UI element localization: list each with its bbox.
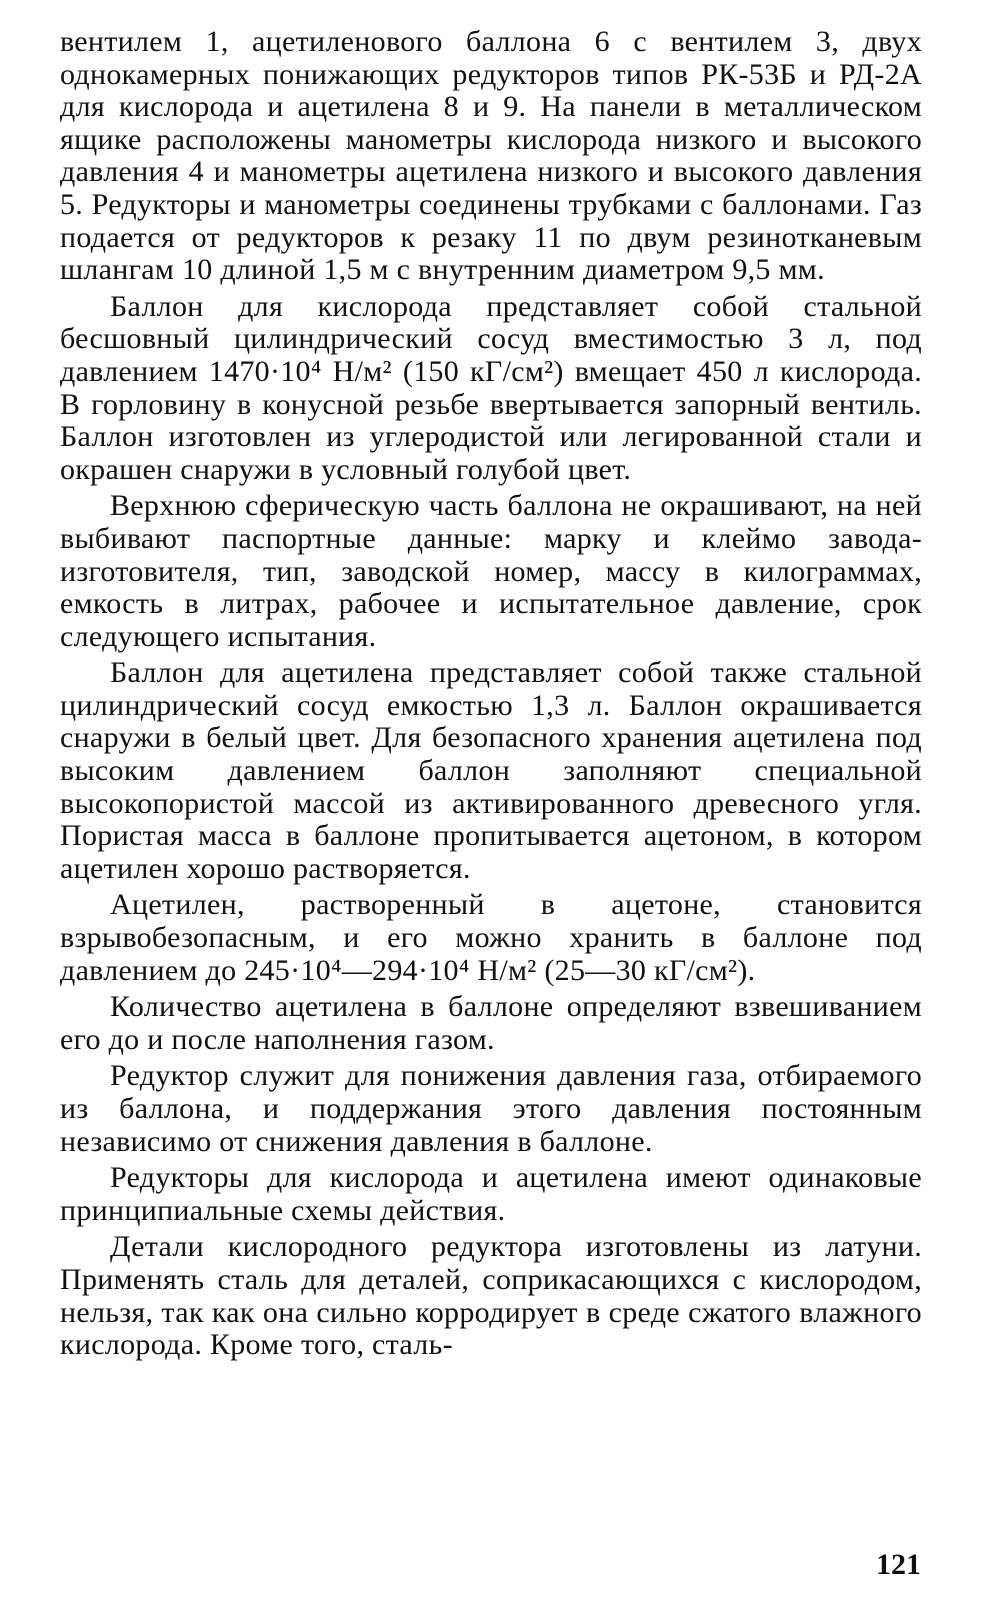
paragraph-acetylene-acetone: Ацетилен, растворенный в ацетоне, становится взрывобезопасным, и его можно хранить в баллоне под давлением до 245·10⁴—294·10⁴ Н/м² (25—30 кГ/см²). [60, 888, 922, 987]
paragraph-acetylene-quantity: Количество ацетилена в баллоне определяют взвешиванием его до и после наполнения газом. [60, 990, 922, 1056]
page-number: 121 [876, 1548, 921, 1581]
paragraph-continuation: вентилем 1, ацетиленового баллона 6 с вентилем 3, двух однокамерных понижающих редукторов типов РК-53Б и РД-2А для кислорода и ацетилена 8 и 9. На панели в металлическом ящике расположены манометры кислорода низкого и высокого давления 4 и манометры ацетилена низкого и высокого давления 5. Редукторы и манометры соединены трубками с баллонами. Газ подается от редукторов к резаку 11 по двум резинотканевым шлангам 10 длиной 1,5 м с внутренним диаметром 9,5 мм. [60, 25, 922, 287]
paragraph-reducer-purpose: Редуктор служит для понижения давления газа, отбираемого из баллона, и поддержания этого давления постоянным независимо от снижения давления в баллоне. [60, 1059, 922, 1158]
paragraph-oxygen-cylinder: Баллон для кислорода представляет собой стальной бесшовный цилиндрический сосуд вместимостью 3 л, под давлением 1470·10⁴ Н/м² (150 кГ/см²) вмещает 450 л кислорода. В горловину в конусной резьбе ввертывается запорный вентиль. Баллон изготовлен из углеродистой или легированной стали и окрашен снаружи в условный голубой цвет. [60, 289, 922, 486]
page-body [60, 26, 922, 1366]
paragraph-cylinder-marking: Верхнюю сферическую часть баллона не окрашивают, на ней выбивают паспортные данные: марку и клеймо завода-изготовителя, тип, заводской номер, массу в килограммах, емкость в литрах, рабочее и испытательное давление, срок следующего испытания. [60, 489, 922, 653]
paragraph-reducer-materials: Детали кислородного редуктора изготовлены из латуни. Применять сталь для деталей, соприкасающихся с кислородом, нельзя, так как она сильно корродирует в среде сжатого влажного кислорода. Кроме того, сталь- [60, 1230, 922, 1362]
paragraph-reducer-schemes: Редукторы для кислорода и ацетилена имеют одинаковые принципиальные схемы действия. [60, 1161, 922, 1227]
paragraph-acetylene-cylinder: Баллон для ацетилена представляет собой также стальной цилиндрический сосуд емкостью 1,3 л. Баллон окрашивается снаружи в белый цвет. Для безопасного хранения ацетилена под высоким давлением баллон заполняют специальной высокопористой массой из активированного древесного угля. Пористая масса в баллоне пропитывается ацетоном, в котором ацетилен хорошо растворяется. [60, 656, 922, 885]
